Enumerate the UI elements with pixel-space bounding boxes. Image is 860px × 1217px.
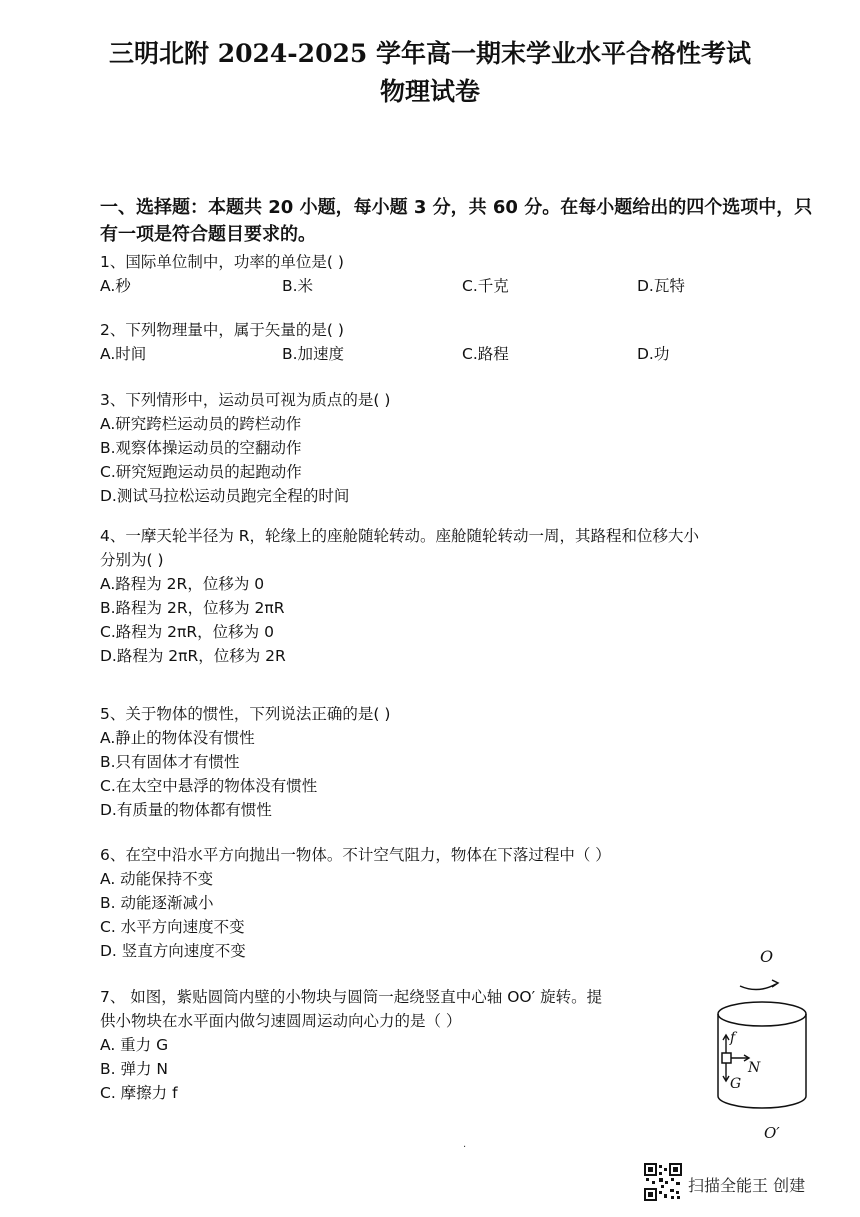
option-a: A.时间 (100, 345, 147, 363)
question-stem: 3、下列情形中，运动员可视为质点的是( ) (100, 391, 391, 409)
option-a: A.静止的物体没有惯性 (100, 729, 255, 747)
question-stem-line1: 4、一摩天轮半径为 R，轮缘上的座舱随轮转动。座舱随轮转动一周，其路程和位移大小 (100, 527, 700, 545)
section-heading: 一、选择题：本题共 20 小题，每小题 3 分，共 60 分。在每小题给出的四个选项中，只有一项是符合题目要求的。 (100, 197, 813, 245)
question-2 (100, 318, 700, 366)
rotation-arrow-icon (740, 984, 776, 990)
option-a: A.研究跨栏运动员的跨栏动作 (100, 415, 302, 433)
scanner-text: 扫描全能王 创建 (688, 1176, 806, 1195)
question-1 (100, 250, 700, 298)
option-b: B.只有固体才有惯性 (100, 753, 240, 771)
question-stem: 5、关于物体的惯性，下列说法正确的是( ) (100, 705, 391, 723)
exam-title: 三明北附 2024-2025 学年高一期末学业水平合格性考试 (109, 39, 751, 68)
question-6 (100, 843, 700, 963)
label-f: f (730, 1030, 736, 1046)
question-stem: 2、下列物理量中，属于矢量的是( ) (100, 321, 344, 339)
option-b: B.加速度 (282, 345, 345, 363)
option-b: B.米 (282, 277, 314, 295)
axis-label-top: O (760, 947, 774, 966)
option-b: B. 动能逐渐减小 (100, 894, 214, 912)
option-d: D. 竖直方向速度不变 (100, 942, 246, 960)
cylinder-diagram (700, 940, 830, 1140)
option-a: A. 动能保持不变 (100, 870, 214, 888)
scanner-watermark (644, 1163, 844, 1203)
option-c: C. 摩擦力 f (100, 1084, 178, 1102)
small-block (722, 1053, 731, 1063)
rotation-arrowhead-icon (772, 980, 778, 987)
question-3 (100, 388, 700, 508)
question-5 (100, 702, 700, 822)
question-stem: 6、在空中沿水平方向抛出一物体。不计空气阻力，物体在下落过程中（ ） (100, 846, 611, 864)
option-b: B.观察体操运动员的空翻动作 (100, 439, 302, 457)
option-b: B.路程为 2R，位移为 2πR (100, 599, 285, 617)
question-stem-line2: 分别为( ) (100, 551, 164, 569)
question-stem-line2: 供小物块在水平面内做匀速圆周运动向心力的是（ ） (100, 1012, 462, 1030)
cylinder-top-ellipse (718, 1002, 806, 1026)
axis-label-bottom: O′ (764, 1124, 780, 1140)
option-d: D.功 (637, 345, 670, 363)
option-d: D.有质量的物体都有惯性 (100, 801, 272, 819)
option-c: C.路程为 2πR，位移为 0 (100, 623, 274, 641)
qr-code-icon (644, 1163, 682, 1201)
option-c: C. 水平方向速度不变 (100, 918, 245, 936)
option-b: B. 弹力 N (100, 1060, 169, 1078)
option-a: A.路程为 2R，位移为 0 (100, 575, 265, 593)
option-d: D.测试马拉松运动员跑完全程的时间 (100, 487, 350, 505)
exam-subject: 物理试卷 (379, 77, 480, 106)
cylinder-bottom-arc (718, 1096, 806, 1108)
label-g: G (730, 1076, 742, 1092)
option-d: D.瓦特 (637, 277, 685, 295)
question-stem: 1、国际单位制中，功率的单位是( ) (100, 253, 344, 271)
page-mark: · (463, 1142, 467, 1153)
question-7 (100, 985, 700, 1105)
label-n: N (748, 1060, 761, 1076)
question-stem-line1: 7、 如图，紫贴圆筒内壁的小物块与圆筒一起绕竖直中心轴 OO′ 旋转。提 (100, 988, 603, 1006)
option-c: C.研究短跑运动员的起跑动作 (100, 463, 302, 481)
question-4 (100, 524, 820, 668)
option-a: A. 重力 G (100, 1036, 169, 1054)
option-a: A.秒 (100, 277, 131, 295)
option-d: D.路程为 2πR，位移为 2R (100, 647, 286, 665)
option-c: C.千克 (462, 277, 509, 295)
option-c: C.在太空中悬浮的物体没有惯性 (100, 777, 318, 795)
option-c: C.路程 (462, 345, 509, 363)
